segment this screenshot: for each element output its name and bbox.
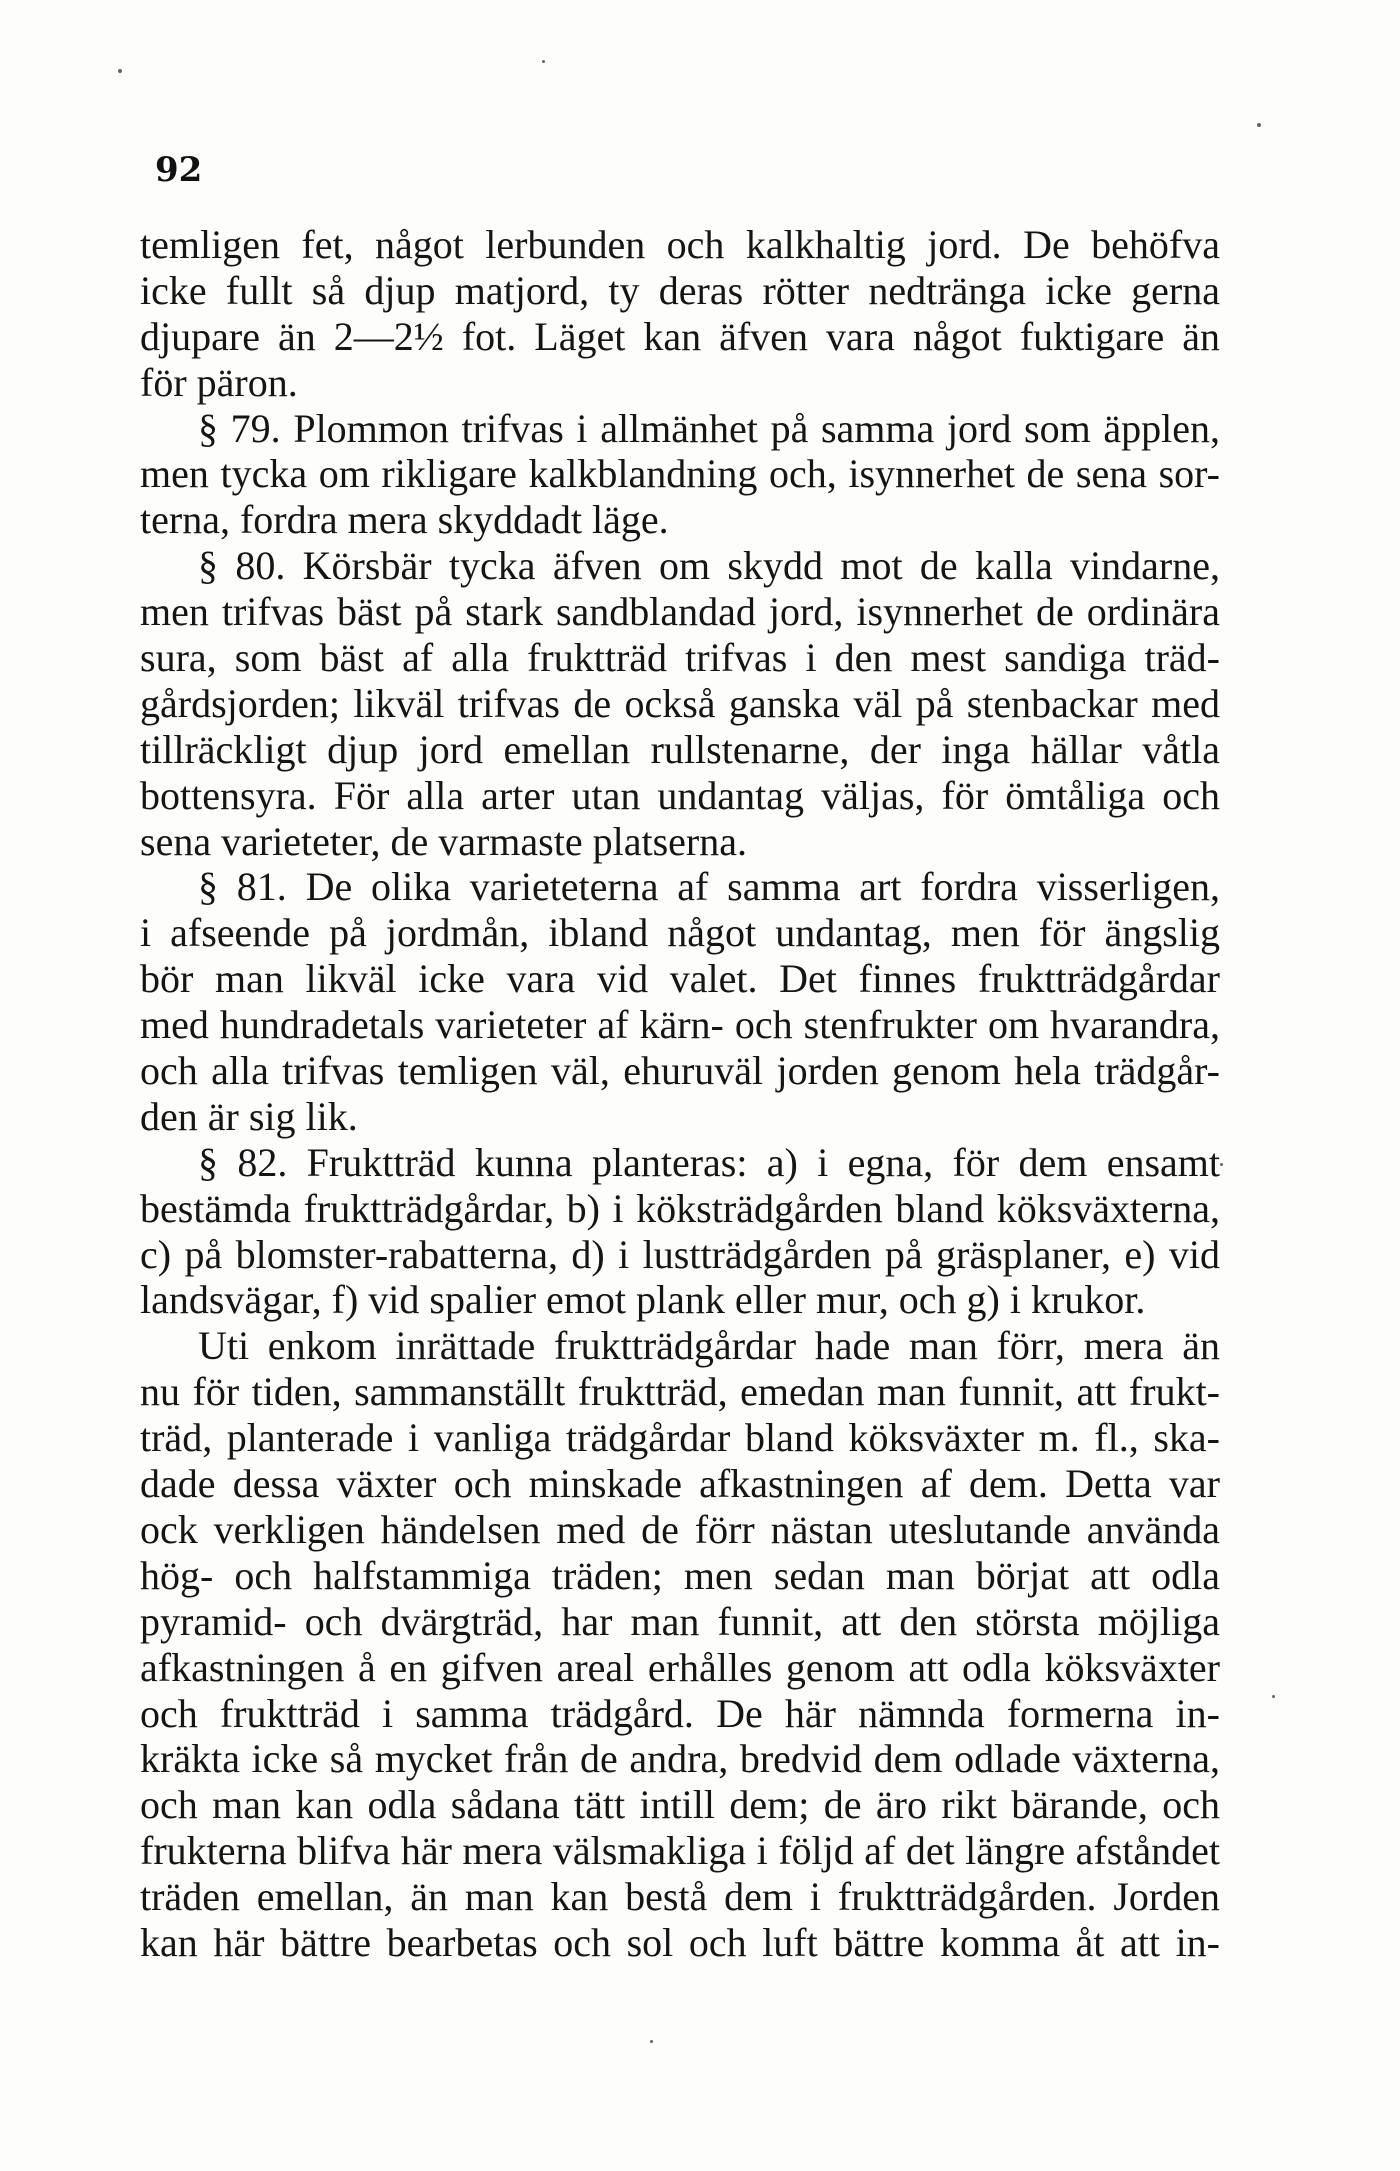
text-line: sena varieteter, de varmaste platserna. (140, 818, 747, 864)
print-speck (542, 60, 545, 63)
text-line: och alla trifvas temligen väl, ehuruväl jorden genom hela trädgår- (140, 1048, 1220, 1094)
text-line: § 80. Körsbär tycka äfven om skydd mot de kalla vindarne, (198, 543, 1220, 589)
text-line: men tycka om rikligare kalkblandning och, isynnerhet de sena sor- (140, 451, 1220, 497)
text-line: c) på blomster-rabatterna, d) i lustträdgården på gräsplaner, e) vid (140, 1231, 1220, 1277)
text-line: nu för tiden, sammanställt fruktträd, emedan man funnit, att frukt- (140, 1369, 1220, 1415)
text-line: sura, som bäst af alla fruktträd trifvas i den mest sandiga träd- (140, 635, 1220, 681)
print-speck (1257, 123, 1261, 127)
text-line: tillräckligt djup jord emellan rullstenarne, der inga hällar våtla (140, 726, 1220, 772)
print-speck (1220, 1163, 1223, 1166)
text-line: och fruktträd i samma trädgård. De här nämnda formerna in- (140, 1690, 1220, 1736)
text-line: bör man likväl icke vara vid valet. Det finnes fruktträdgårdar (140, 956, 1220, 1002)
text-line: kräkta icke så mycket från de andra, bredvid dem odlade växterna, (140, 1736, 1220, 1782)
text-line: i afseende på jordmån, ibland något undantag, men för ängslig (140, 910, 1220, 956)
text-line: hög- och halfstammiga träden; men sedan man börjat att odla (140, 1552, 1220, 1598)
text-line: träden emellan, än man kan bestå dem i fruktträdgården. Jorden (140, 1874, 1220, 1920)
text-line: § 81. De olika varieteterna af samma art fordra visserligen, (198, 864, 1220, 910)
text-line: den är sig lik. (140, 1093, 358, 1139)
print-speck (1272, 1695, 1275, 1698)
page-number: 92 (155, 150, 203, 190)
text-line: afkastningen å en gifven areal erhålles genom att odla köksväxter (140, 1644, 1220, 1690)
text-line: § 82. Fruktträd kunna planteras: a) i egna, för dem ensamt (198, 1139, 1220, 1185)
text-line: frukterna blifva här mera välsmakliga i följd af det längre afståndet (140, 1828, 1220, 1874)
text-line: temligen fet, något lerbunden och kalkhaltig jord. De behöfva (140, 222, 1220, 267)
text-line: landsvägar, f) vid spalier emot plank eller mur, och g) i krukor. (140, 1277, 1146, 1323)
print-speck (118, 69, 122, 73)
text-line: djupare än 2—2½ fot. Läget kan äfven vara något fuktigare än (140, 313, 1220, 359)
text-line: dade dessa växter och minskade afkastningen af dem. Detta var (140, 1461, 1220, 1507)
text-line: § 79. Plommon trifvas i allmänhet på samma jord som äpplen, (198, 405, 1220, 451)
text-line: Uti enkom inrättade fruktträdgårdar hade man förr, mera än (198, 1323, 1220, 1369)
text-line: ock verkligen händelsen med de förr nästan uteslutande använda (140, 1506, 1220, 1552)
text-line: bottensyra. För alla arter utan undantag väljas, för ömtåliga och (140, 772, 1220, 818)
text-line: med hundradetals varieteter af kärn- och stenfrukter om hvarandra, (140, 1002, 1220, 1048)
text-line: bestämda fruktträdgårdar, b) i köksträdgården bland köksväxterna, (140, 1185, 1220, 1231)
text-line: pyramid- och dvärgträd, har man funnit, att den största möjliga (140, 1598, 1220, 1644)
text-line: gårdsjorden; likväl trifvas de också ganska väl på stenbackar med (140, 680, 1220, 726)
text-line: icke fullt så djup matjord, ty deras rötter nedtränga icke gerna (140, 267, 1220, 313)
text-line: och man kan odla sådana tätt intill dem; de äro rikt bärande, och (140, 1782, 1220, 1828)
text-line: terna, fordra mera skyddadt läge. (140, 497, 669, 543)
print-speck (650, 2040, 653, 2043)
text-line: kan här bättre bearbetas och sol och luft bättre komma åt att in- (140, 1919, 1220, 1965)
text-line: träd, planterade i vanliga trädgårdar bland köksväxter m. fl., ska- (140, 1415, 1220, 1461)
text-line: men trifvas bäst på stark sandblandad jord, isynnerhet de ordinära (140, 589, 1220, 635)
body-text (140, 222, 1220, 1966)
text-line: för päron. (140, 359, 298, 405)
